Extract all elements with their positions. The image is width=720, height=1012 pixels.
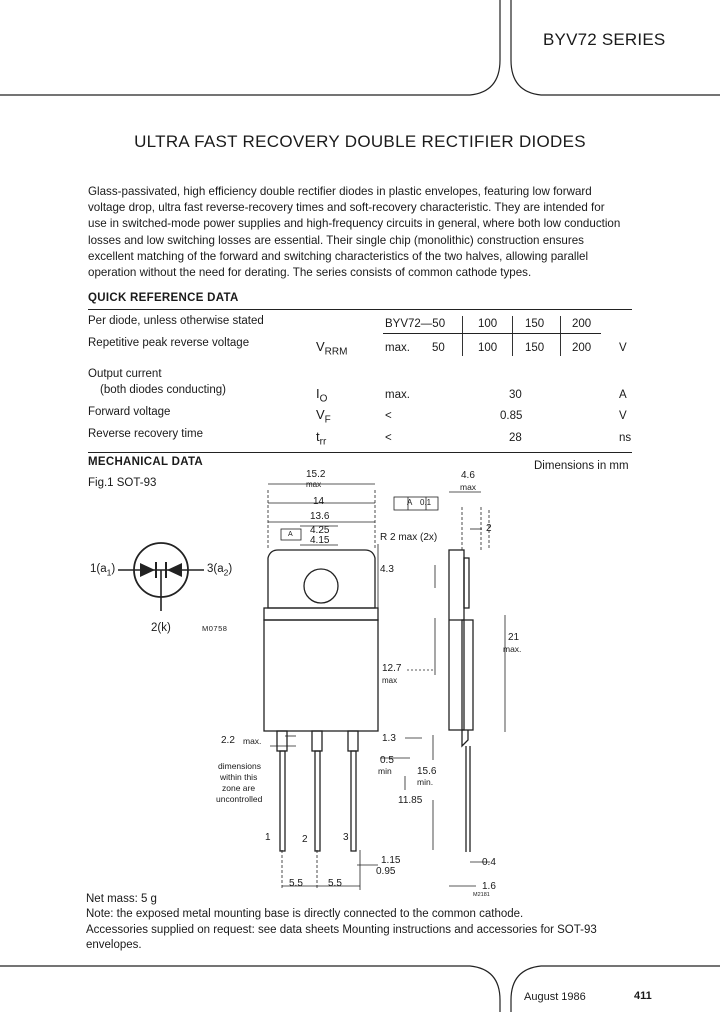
qr-symbol: [316, 386, 327, 405]
qr-unit: A: [619, 389, 627, 401]
dim-0-95: 0.95: [376, 866, 396, 877]
dim-2-2-max: max.: [243, 736, 262, 746]
dim-21-max: max.: [503, 644, 522, 654]
qr-cond: max.: [385, 389, 410, 401]
notes: [86, 892, 597, 954]
dim-12-7-max: max: [382, 676, 398, 685]
dim-15-2: 15.2: [306, 469, 326, 480]
dims-note: Dimensions in mm: [534, 460, 629, 472]
qr-unit: V: [619, 342, 627, 354]
pin3-label-text: 3(a: [207, 563, 224, 575]
zone-note-2: within this: [220, 772, 258, 782]
dim-15-6-min: min.: [417, 777, 434, 787]
dim-14: 14: [313, 496, 325, 507]
dim-15-6: 15.6: [417, 766, 437, 777]
dim-0-4: 0.4: [482, 857, 496, 868]
dim-pitch: 5.5: [328, 878, 342, 889]
qr-unit: ns: [619, 432, 632, 444]
divider: [88, 309, 632, 310]
datum-a: A: [288, 531, 293, 538]
dim-4-6: 4.6: [461, 470, 475, 481]
intro-line: use in switched-mode power supplies and high-frequency circuits in general, where both low conduction: [88, 217, 621, 231]
dim-4-6-max: max: [460, 482, 477, 492]
pin1-label-text: 1(a: [90, 563, 107, 575]
qr-value: 100: [478, 342, 498, 354]
dim-0-5: 0.5: [380, 755, 394, 766]
qr-symbol: [316, 339, 347, 358]
qr-type: 200: [572, 318, 592, 330]
intro-line: excellent matching of the forward and switching characteristics of the two halves, allowing parallel: [88, 249, 589, 263]
figure-label: Fig.1 SOT-93: [88, 477, 157, 489]
pin2-label: 2(k): [151, 622, 171, 634]
dim-0-5-min: min: [378, 766, 392, 776]
qr-value: 200: [572, 342, 592, 354]
lead-number: 1: [265, 832, 271, 843]
col-separator: [560, 316, 561, 356]
qr-symbol: [316, 407, 331, 426]
drawing-code: M2181: [473, 892, 490, 898]
qr-symbol-sub: F: [324, 414, 331, 426]
qr-row-label-2: (both diodes conducting): [100, 384, 226, 396]
intro-line: voltage drop, ultra fast reverse-recovery times and soft-recovery characteristic. They are intended for: [88, 201, 605, 215]
footer-date: August 1986: [524, 991, 586, 1003]
col-separator: [462, 316, 463, 356]
qr-value: 30: [509, 389, 522, 401]
qr-row-label: Repetitive peak reverse voltage: [88, 337, 250, 349]
dim-1-3: 1.3: [382, 733, 396, 744]
qr-row-label: Forward voltage: [88, 406, 171, 418]
divider: [88, 452, 632, 453]
dim-11-85: 11.85: [398, 795, 423, 806]
qr-type: 100: [478, 318, 498, 330]
intro-paragraph: [88, 184, 648, 281]
col-separator: [512, 316, 513, 356]
header-corner-mark: [0, 0, 720, 100]
qr-value: 0.85: [500, 410, 523, 422]
intro-line: losses and low switching losses are essential. Their single chip (monolithic) construction ensures: [88, 233, 584, 247]
series-label: BYV72 SERIES: [543, 30, 666, 49]
qr-symbol-main: V: [316, 407, 325, 422]
symbol-code: M0758: [202, 624, 228, 633]
note-line: Note: the exposed metal mounting base is directly connected to the common cathode.: [86, 908, 524, 921]
dim-2: 2: [486, 523, 492, 534]
intro-line: operation without the need for derating. The series consists of common cathode types.: [88, 266, 532, 280]
dim-13-6: 13.6: [310, 511, 330, 522]
dim-15-2-max: max: [306, 480, 322, 489]
qr-value: 150: [525, 342, 545, 354]
qr-value: 50: [432, 342, 445, 354]
qr-symbol-main: I: [316, 386, 320, 401]
note-line: Accessories supplied on request: see data sheets Mounting instructions and accessories for SOT-93: [86, 923, 597, 936]
qr-value: 28: [509, 432, 522, 444]
qr-type-prefix: BYV72—50: [385, 318, 446, 330]
qr-cond: max.: [385, 342, 410, 354]
note-line: envelopes.: [86, 939, 142, 952]
footer-corner-mark: [0, 950, 720, 1012]
pin1-label: $1(a_1)$: [90, 563, 116, 578]
dim-4-15: 4.15: [310, 535, 330, 546]
qr-cond: <: [385, 432, 392, 444]
dim-1-6: 1.6: [482, 881, 496, 892]
qr-symbol: [316, 429, 326, 448]
pin3-label: $3(a_2)$: [207, 563, 233, 578]
mech-heading: MECHANICAL DATA: [88, 456, 204, 468]
zone-note-1: dimensions: [218, 761, 261, 771]
lead-number: 3: [343, 832, 349, 843]
dim-12-7: 12.7: [382, 663, 402, 674]
qr-symbol-main: V: [316, 339, 325, 354]
qr-type: 150: [525, 318, 545, 330]
zone-note-4: uncontrolled: [216, 794, 263, 804]
qr-cond: <: [385, 410, 392, 422]
qr-unit: V: [619, 410, 627, 422]
qr-symbol-sub: RRM: [324, 346, 348, 358]
dim-2-2: 2.2: [221, 735, 235, 746]
tolerance-box: 0.1: [420, 498, 432, 507]
qr-symbol-sub: rr: [319, 436, 327, 448]
dim-4-25: 4.25: [310, 525, 330, 536]
quick-ref-heading: QUICK REFERENCE DATA: [88, 292, 239, 304]
page-title: ULTRA FAST RECOVERY DOUBLE RECTIFIER DIODES: [134, 132, 586, 151]
tolerance-box-ref: A: [407, 498, 413, 507]
lead-number: 2: [302, 834, 308, 845]
dim-1-15: 1.15: [381, 855, 401, 866]
types-rule: [383, 333, 601, 334]
dim-21: 21: [508, 632, 520, 643]
dim-r2: R 2 max (2x): [380, 532, 438, 543]
dim-4-3: 4.3: [380, 564, 394, 575]
pin3-label-sub: 2: [223, 567, 229, 578]
qr-header-label: Per diode, unless otherwise stated: [88, 315, 264, 327]
qr-symbol-sub: O: [319, 393, 328, 405]
intro-line: Glass-passivated, high efficiency double rectifier diodes in plastic envelopes, featuring low forward: [88, 185, 592, 198]
qr-row-label: Reverse recovery time: [88, 428, 204, 440]
zone-note-3: zone are: [222, 783, 256, 793]
page-number: 411: [634, 990, 652, 1002]
dim-pitch: 5.5: [289, 878, 303, 889]
qr-row-label: Output current: [88, 368, 162, 380]
pin1-label-sub: 1: [106, 567, 112, 578]
qr-symbol-main: t: [316, 429, 320, 444]
note-line: Net mass: 5 g: [86, 893, 157, 905]
